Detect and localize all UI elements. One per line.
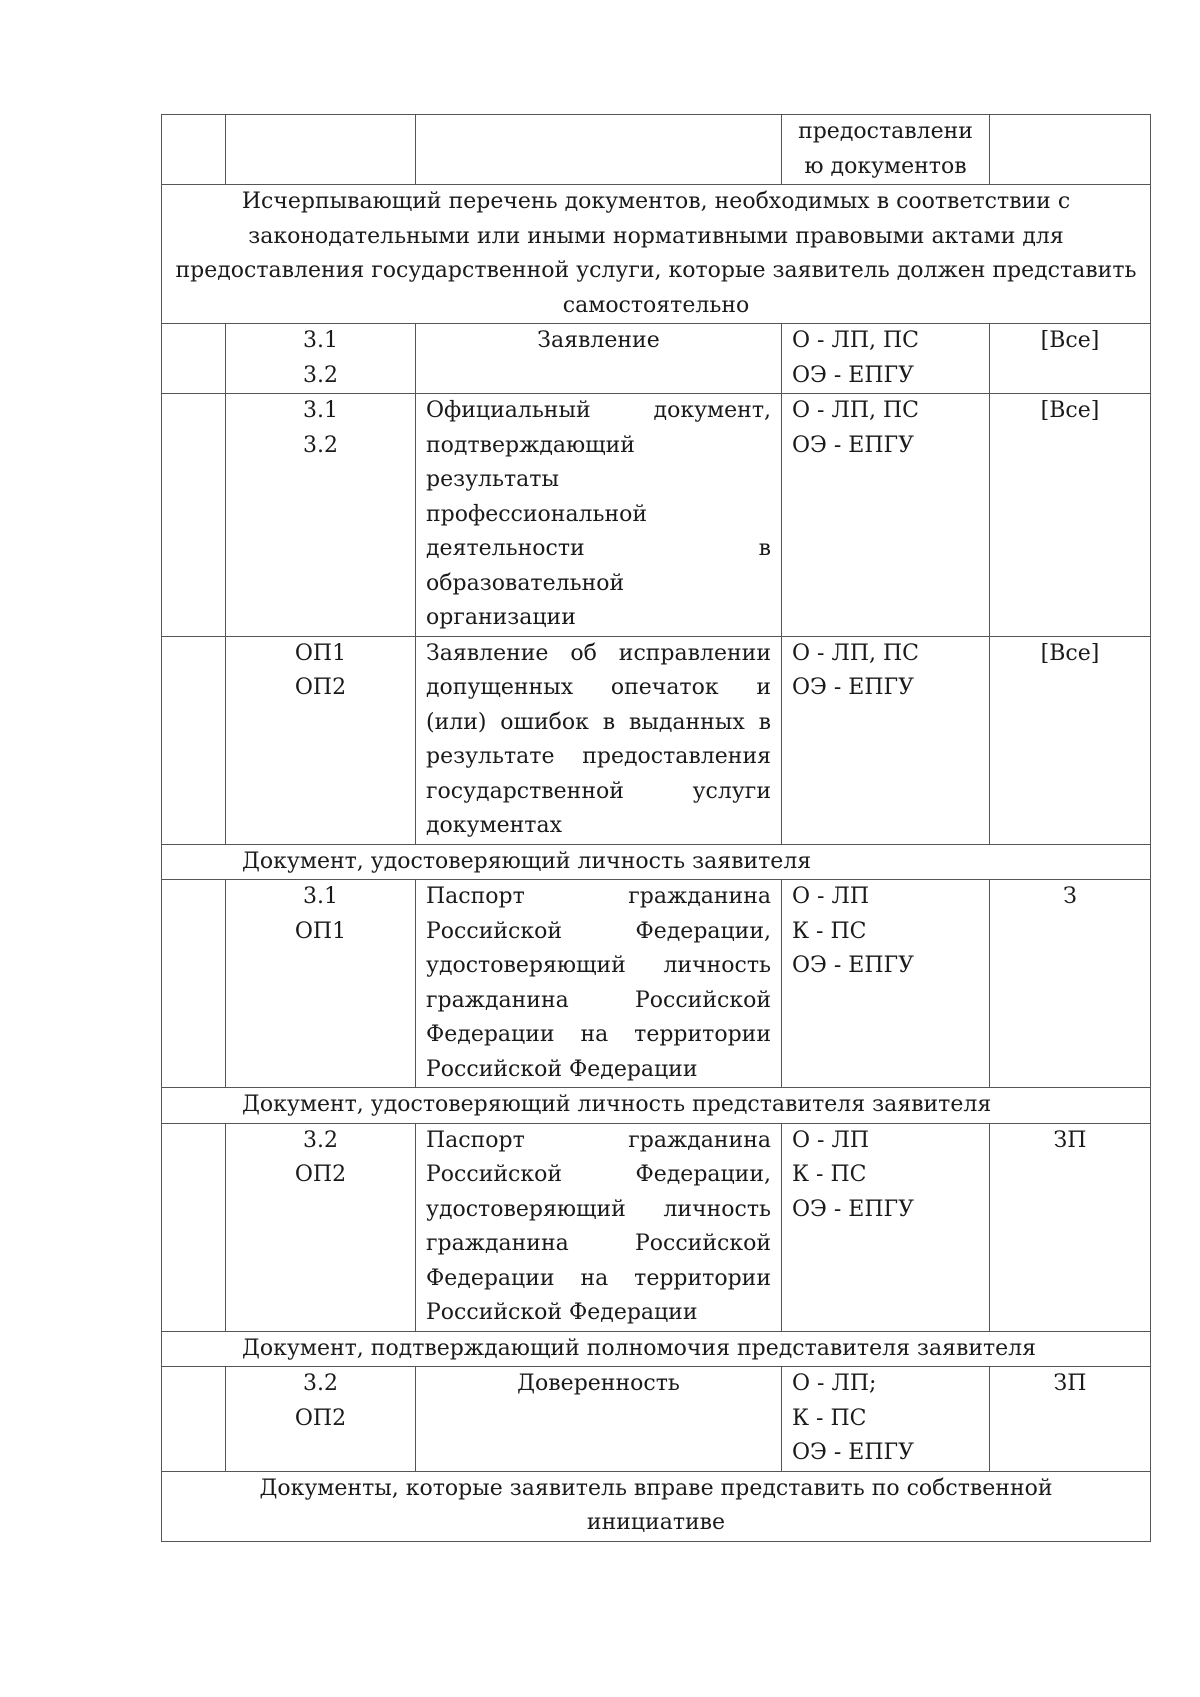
form-cell: О - ЛП К - ПС ОЭ - ЕПГУ bbox=[782, 1123, 990, 1331]
codes-cell: ОП1 ОП2 bbox=[226, 636, 416, 844]
section-heading: Документы, которые заявитель вправе представить по собственной инициативе bbox=[162, 1471, 1151, 1541]
documents-table bbox=[161, 114, 1151, 1542]
form-cell: О - ЛП, ПС ОЭ - ЕПГУ bbox=[782, 636, 990, 844]
form-cell: О - ЛП; К - ПС ОЭ - ЕПГУ bbox=[782, 1367, 990, 1472]
table-row bbox=[162, 394, 1151, 637]
document-name: Паспорт гражданина Российской Федерации, удостоверяющий личность гражданина Российской Федерации на территории Российской Федерации bbox=[416, 880, 782, 1088]
table-row bbox=[162, 115, 1151, 185]
section-heading-row bbox=[162, 185, 1151, 324]
codes-cell: 3.2 ОП2 bbox=[226, 1123, 416, 1331]
codes-cell: 3.2 ОП2 bbox=[226, 1367, 416, 1472]
table-row bbox=[162, 1367, 1151, 1472]
document-name: Паспорт гражданина Российской Федерации, удостоверяющий личность гражданина Российской Федерации на территории Российской Федерации bbox=[416, 1123, 782, 1331]
section-heading-row bbox=[162, 1471, 1151, 1541]
subsection-heading-row bbox=[162, 1331, 1151, 1367]
form-cell: О - ЛП, ПС ОЭ - ЕПГУ bbox=[782, 394, 990, 637]
document-name: Заявление bbox=[416, 324, 782, 394]
document-name: Официальный документ, подтверждающий результаты профессиональной деятельности в образовательной организации bbox=[416, 394, 782, 637]
table-row bbox=[162, 880, 1151, 1088]
document-name: Заявление об исправлении допущенных опечаток и (или) ошибок в выданных в результате предоставления государственной услуги документах bbox=[416, 636, 782, 844]
table-row bbox=[162, 324, 1151, 394]
table-row bbox=[162, 1123, 1151, 1331]
applicant-category: [Все] bbox=[990, 324, 1151, 394]
codes-cell: 3.1 3.2 bbox=[226, 394, 416, 637]
applicant-category: [Все] bbox=[990, 394, 1151, 637]
table-row bbox=[162, 636, 1151, 844]
subsection-heading: Документ, удостоверяющий личность заявителя bbox=[162, 844, 1151, 880]
subsection-heading-row bbox=[162, 844, 1151, 880]
subsection-heading: Документ, подтверждающий полномочия представителя заявителя bbox=[162, 1331, 1151, 1367]
applicant-category: ЗП bbox=[990, 1367, 1151, 1472]
applicant-category: З bbox=[990, 880, 1151, 1088]
form-cell: О - ЛП, ПС ОЭ - ЕПГУ bbox=[782, 324, 990, 394]
codes-cell: 3.1 ОП1 bbox=[226, 880, 416, 1088]
subsection-heading-row bbox=[162, 1088, 1151, 1124]
applicant-category: [Все] bbox=[990, 636, 1151, 844]
document-name: Доверенность bbox=[416, 1367, 782, 1472]
subsection-heading: Документ, удостоверяющий личность представителя заявителя bbox=[162, 1088, 1151, 1124]
form-cell: предоставлени ю документов bbox=[782, 115, 990, 185]
applicant-category: ЗП bbox=[990, 1123, 1151, 1331]
codes-cell: 3.1 3.2 bbox=[226, 324, 416, 394]
form-cell: О - ЛП К - ПС ОЭ - ЕПГУ bbox=[782, 880, 990, 1088]
section-heading: Исчерпывающий перечень документов, необходимых в соответствии с законодательными или иными нормативными правовыми актами для предоставления государственной услуги, которые заявитель должен представить самостоятельно bbox=[162, 185, 1151, 324]
